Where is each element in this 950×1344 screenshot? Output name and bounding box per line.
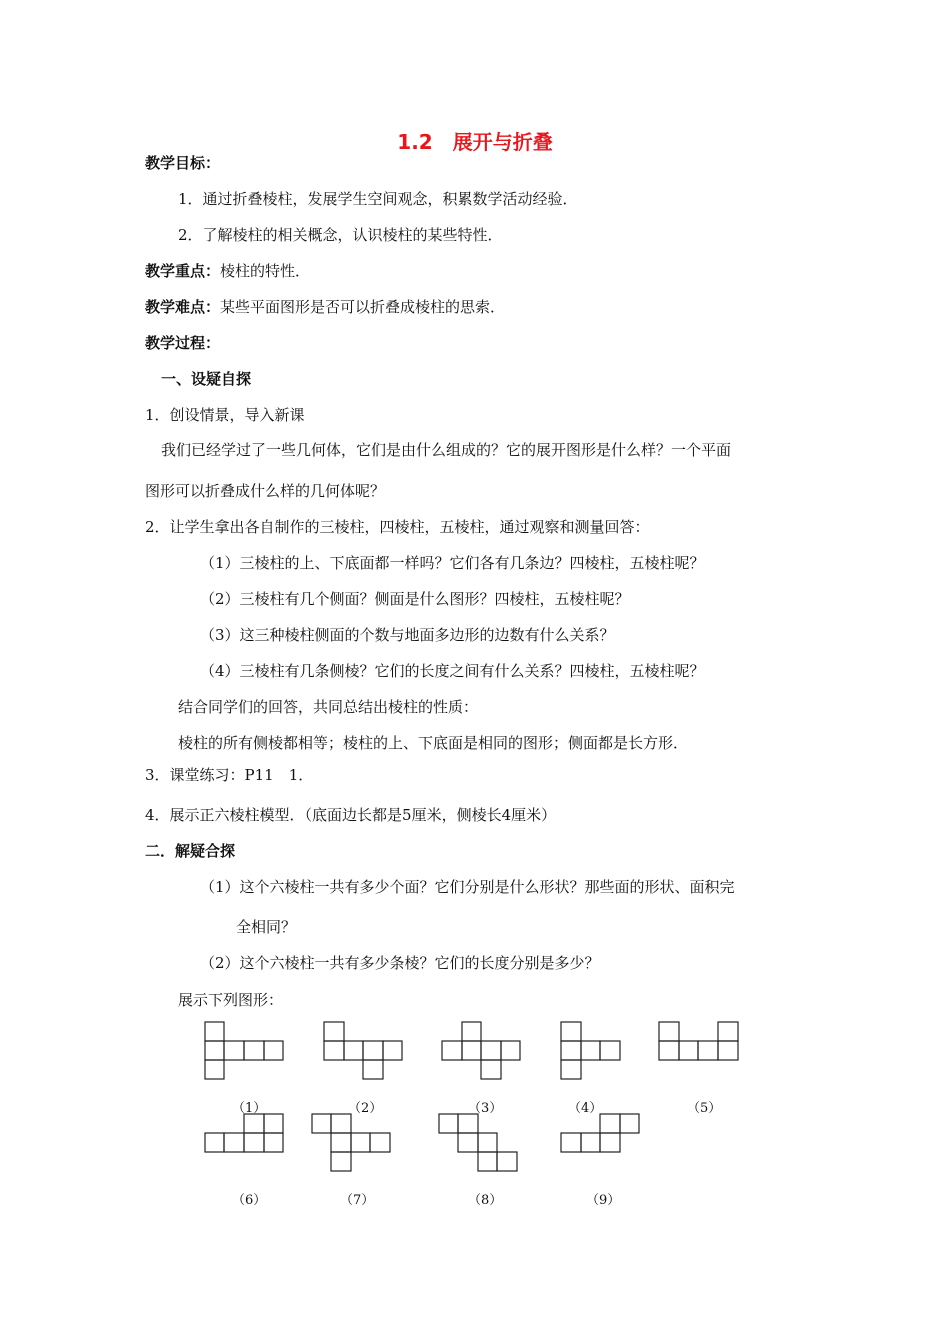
key-point-label: 教学重点：: [145, 262, 221, 280]
summary-intro: 结合同学们的回答，共同总结出棱柱的性质：: [178, 698, 479, 716]
process-label: 教学过程：: [145, 334, 221, 352]
figure-label-5: （5）: [687, 1101, 722, 1116]
objectives-label: 教学目标：: [145, 154, 221, 172]
section2-q2: （2）这个六棱柱一共有多少条棱？它们的长度分别是多少？: [200, 954, 600, 972]
figure-label-1: （1）: [232, 1101, 267, 1116]
section1-step3: 3．课堂练习：P11 1．: [145, 766, 314, 784]
section1-step4: 4．展示正六棱柱模型．（底面边长都是5厘米，侧棱长4厘米）: [145, 806, 557, 824]
section2-heading: 二．解疑合探: [145, 842, 236, 860]
key-point-text: 棱柱的特性．: [220, 262, 311, 280]
net-6: [205, 1114, 283, 1152]
section1-step1: 1．创设情景，导入新课: [145, 406, 305, 424]
question-4: （4）三棱柱有几条侧棱？它们的长度之间有什么关系？四棱柱，五棱柱呢？: [200, 662, 705, 680]
question-3: （3）这三种棱柱侧面的个数与地面多边形的边数有什么关系？: [200, 626, 615, 644]
objective-item-1: 1．通过折叠棱柱，发展学生空间观念，积累数学活动经验．: [178, 190, 578, 208]
difficulty-label: 教学难点：: [145, 298, 221, 316]
section2-show: 展示下列图形：: [178, 991, 284, 1009]
net-1: [205, 1022, 283, 1079]
section1-step2: 2．让学生拿出各自制作的三棱柱，四棱柱，五棱柱，通过观察和测量回答：: [145, 518, 650, 536]
objective-item-2: 2．了解棱柱的相关概念，认识棱柱的某些特性．: [178, 226, 503, 244]
difficulty-text: 某些平面图形是否可以折叠成棱柱的思索．: [220, 298, 506, 316]
section2-q1-line1: （1）这个六棱柱一共有多少个面？它们分别是什么形状？那些面的形状、面积完: [200, 878, 735, 896]
section2-q1-line2: 全相同？: [236, 918, 297, 936]
figure-label-6: （6）: [232, 1193, 267, 1208]
figure-label-4: （4）: [568, 1101, 603, 1116]
net-4: [561, 1022, 620, 1079]
figure-label-8: （8）: [468, 1193, 503, 1208]
figure-label-3: （3）: [468, 1101, 503, 1116]
net-2: [324, 1022, 402, 1079]
net-3: [442, 1022, 520, 1079]
section1-heading: 一、设疑自探: [161, 370, 252, 388]
question-1: （1）三棱柱的上、下底面都一样吗？它们各有几条边？四棱柱，五棱柱呢？: [200, 554, 705, 572]
section1-intro-line1: 我们已经学过了一些几何体，它们是由什么组成的？它的展开图形是什么样？一个平面: [161, 441, 732, 459]
net-7: [312, 1114, 390, 1171]
section1-intro-line2: 图形可以折叠成什么样的几何体呢？: [145, 482, 386, 500]
page-title: 1.2 展开与折叠: [397, 130, 553, 154]
net-8: [439, 1114, 517, 1171]
figure-label-7: （7）: [340, 1193, 375, 1208]
summary-text: 棱柱的所有侧棱都相等；棱柱的上、下底面是相同的图形；侧面都是长方形．: [178, 734, 689, 752]
net-9: [561, 1114, 639, 1152]
net-5: [659, 1022, 738, 1060]
figure-label-2: （2）: [348, 1101, 383, 1116]
figure-label-9: （9）: [586, 1193, 621, 1208]
question-2: （2）三棱柱有几个侧面？侧面是什么图形？四棱柱，五棱柱呢？: [200, 590, 630, 608]
